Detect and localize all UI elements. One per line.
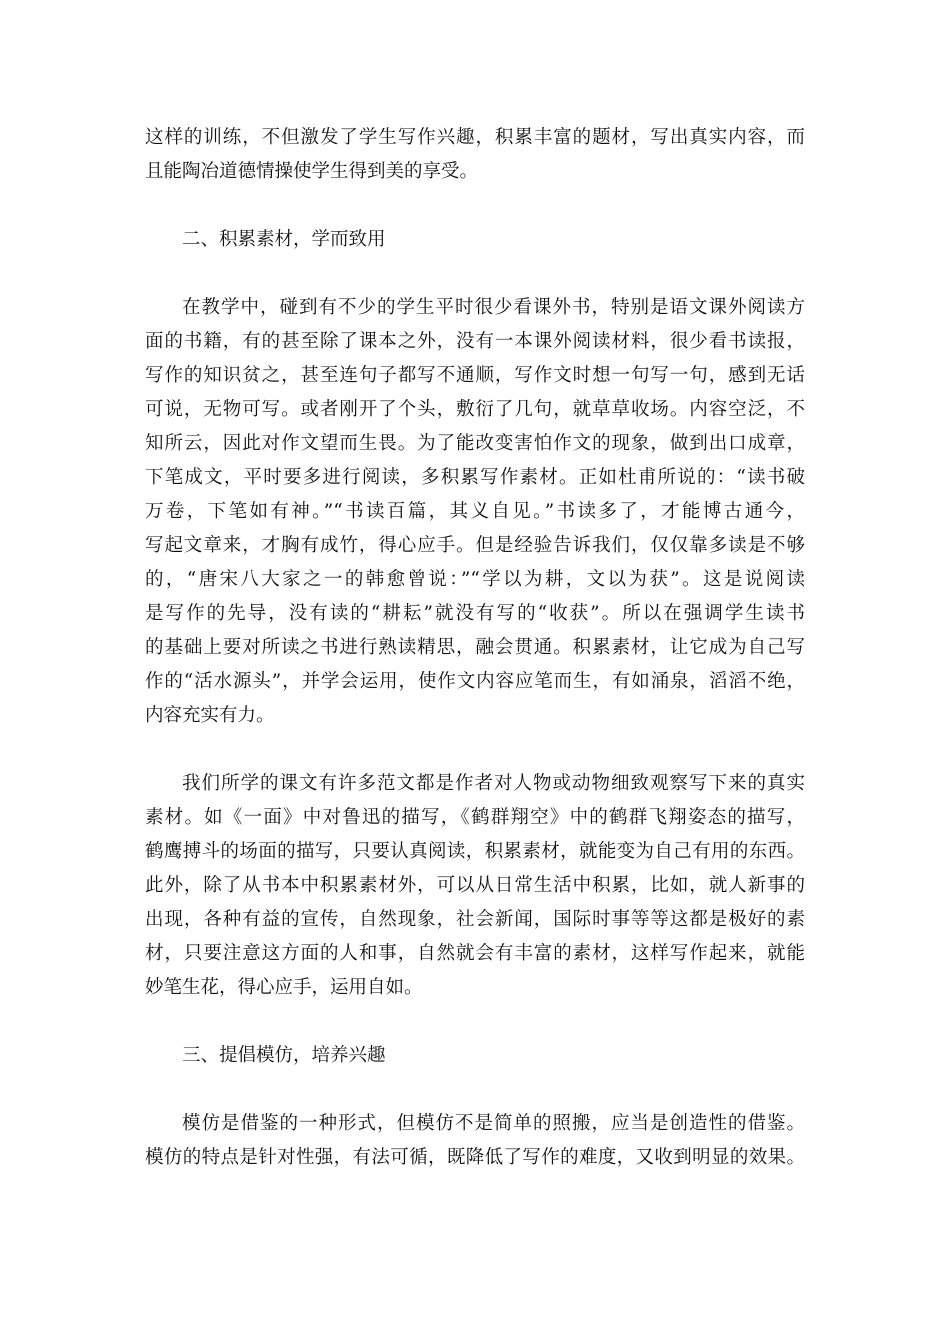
- text-line: 这样的训练，不但激发了学生写作兴趣，积累丰富的题材，写出真实内容，而: [145, 127, 805, 148]
- text-line: 模仿是借鉴的一种形式，但模仿不是简单的照搬，应当是创造性的借鉴。: [182, 1113, 805, 1134]
- text-line: 在教学中，碰到有不少的学生平时很少看课外书，特别是语文课外阅读方: [182, 297, 805, 318]
- document-body: [145, 121, 805, 1209]
- text-line: 我们所学的课文有许多范文都是作者对人物或动物细致观察写下来的真实: [182, 773, 805, 794]
- text-line: 的基础上要对所读之书进行熟读精思，融会贯通。积累素材，让它成为自己写: [145, 637, 805, 658]
- paragraph-textbook-materials: [145, 767, 805, 1005]
- text-line: 此外，除了从书本中积累素材外，可以从日常生活中积累，比如，就人新事的: [145, 875, 805, 896]
- text-line: 面的书籍，有的甚至除了课本之外，没有一本课外阅读材料，很少看书读报，: [145, 331, 805, 352]
- text-line: 写作的知识贫之，甚至连句子都写不通顺，写作文时想一句写一句，感到无话: [145, 365, 805, 386]
- text-line: 可说，无物可写。或者刚开了个头，敷衍了几句，就草草收场。内容空泛，不: [145, 399, 805, 420]
- text-line: 模仿的特点是针对性强，有法可循，既降低了写作的难度，又收到明显的效果。: [145, 1147, 805, 1168]
- text-line: 素材。如《一面》中对鲁迅的描写，《鹤群翔空》中的鹤群飞翔姿态的描写，: [145, 807, 805, 828]
- text-line: 写起文章来，才胸有成竹，得心应手。但是经验告诉我们，仅仅靠多读是不够: [145, 535, 805, 556]
- text-line: 下笔成文，平时要多进行阅读，多积累写作素材。正如杜甫所说的：“读书破: [145, 467, 805, 488]
- text-line: 内容充实有力。: [145, 705, 275, 726]
- section-heading-3: 三、提倡模仿，培养兴趣: [182, 1045, 386, 1066]
- section-heading-2: 二、积累素材，学而致用: [182, 229, 386, 250]
- paragraph-imitation: [145, 1107, 805, 1175]
- text-line: 出现，各种有益的宣传，自然现象，社会新闻，国际时事等等这都是极好的素: [145, 909, 805, 930]
- text-line: 知所云，因此对作文望而生畏。为了能改变害怕作文的现象，做到出口成章，: [145, 433, 805, 454]
- text-line: 万卷，下笔如有神。”“书读百篇，其义自见。”书读多了，才能博古通今，: [145, 501, 805, 522]
- text-line: 的，“唐宋八大家之一的韩愈曾说：”“学以为耕，文以为获”。这是说阅读: [145, 569, 805, 590]
- paragraph-training-conclusion: [145, 121, 805, 189]
- paragraph-reading-accumulation: [145, 291, 805, 733]
- text-line: 妙笔生花，得心应手，运用自如。: [145, 977, 423, 998]
- text-line: 鹤鹰搏斗的场面的描写，只要认真阅读，积累素材，就能变为自己有用的东西。: [145, 841, 805, 862]
- text-line: 是写作的先导，没有读的“耕耘”就没有写的“收获”。所以在强调学生读书: [145, 603, 805, 624]
- text-line: 材，只要注意这方面的人和事，自然就会有丰富的素材，这样写作起来，就能: [145, 943, 805, 964]
- text-line: 且能陶冶道德情操使学生得到美的享受。: [145, 161, 479, 182]
- text-line: 作的“活水源头”，并学会运用，使作文内容应笔而生，有如涌泉，滔滔不绝，: [145, 671, 805, 692]
